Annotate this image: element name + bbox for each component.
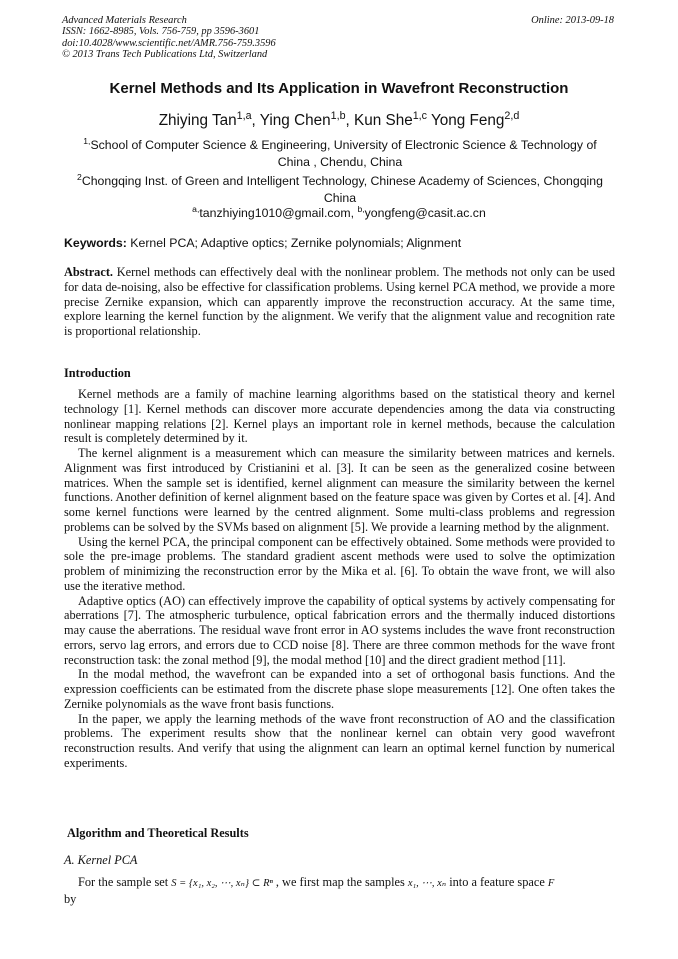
email-superscript: a, (192, 203, 200, 214)
keywords-label: Keywords: (64, 236, 127, 250)
paragraph: Kernel methods are a family of machine learning algorithms based on the statistical theory and kernel technology [1]. Kernel methods can discover more accurate dependencies among the data via constructing nonlinear mapping relations [2]. Kernel plays an important role in kernel methods, because the calculation result is completely determined by it. (64, 387, 615, 446)
issn-line: ISSN: 1662-8985, Vols. 756-759, pp 3596-3601 (62, 26, 260, 38)
paragraph: Adaptive optics (AO) can effectively improve the capability of optical systems by actively compensating for aberrations [7]. The atmospheric turbulence, optical fabrication errors and the thermally induced distortions may cause the aberrations. The residual wave front error in AO systems includes the wave front reconstruction errors, servo lag errors, and errors due to CCD noise [8]. There are three common methods for the wave front reconstruction task: the zonal method [9], the modal method [10] and the direct gradient method [11]. (64, 593, 615, 667)
author-superscript: 1,b (330, 109, 346, 122)
sample-set-formula: S = {x₁, x₂, ⋯, xₙ} ⊂ Rⁿ (171, 878, 273, 889)
author-superscript: 2,d (504, 109, 520, 122)
email-address: yongfeng@casit.ac.cn (364, 206, 486, 220)
text-fragment: into a feature space (446, 875, 548, 889)
affiliation-2 (70, 173, 610, 206)
author-separator: , (251, 112, 260, 129)
paragraph: In the modal method, the wavefront can be expanded into a set of orthogonal basis functions. And the expression coefficients can be estimated from the discrete phase slope measurements [12]. One often takes the Zernike polynomials as the wave front basis functions. (64, 667, 615, 711)
author-superscript: 1,c (412, 109, 427, 122)
author-name: Zhiying Tan (158, 112, 237, 129)
abstract (64, 265, 615, 339)
kernel-pca-subheading: A. Kernel PCA (64, 853, 138, 867)
doi-line: doi:10.4028/www.scientific.net/AMR.756-759.3596 (62, 37, 276, 49)
samples-formula: x₁, ⋯, xₙ (407, 878, 447, 889)
keywords (64, 236, 616, 250)
kernel-pca-body (64, 875, 615, 907)
text-fragment: For the sample set (78, 875, 172, 889)
journal-header (62, 15, 422, 61)
abstract-text: Kernel methods can effectively deal with the nonlinear problem. The methods not only can be used for data de-noising, also be effective for classification problems. Using kernel PCA method, we provide a more precise Zernike expansion, which can apparently improve the reconstruction accuracy. At the same time, explore learning the kernel function by the alignment. We verify that the alignment value and recognition rate is proportional relationship. (64, 265, 615, 338)
author-emails (40, 203, 638, 220)
text-fragment: by (64, 891, 77, 906)
author-name: Ying Chen (259, 112, 331, 129)
introduction-heading: Introduction (64, 366, 131, 380)
algorithm-heading: Algorithm and Theoretical Results (67, 826, 249, 840)
abstract-label: Abstract. (64, 265, 114, 279)
author-superscript: 1,a (236, 109, 252, 122)
paragraph: The kernel alignment is a measurement which can measure the similarity between matrices and kernels. Alignment was first introduced by Cristianini et al. [3]. It can be seen as the generalized cosine between matrices. When the sample set is identified, kernel alignment can measure the similarity between the kernel functions. Another definition of kernel alignment based on the feature space was given by Cortes et al. [4]. And some kernel functions were learned by the centred alignment. Some multi-class problems and regression problems can be solved by the SVMs based on alignment [5]. We provide a learning method by the alignment. (64, 446, 615, 534)
affiliation-number: 1, (83, 135, 91, 146)
author-list (40, 109, 638, 130)
affiliation-number: 2 (77, 171, 82, 182)
journal-name: Advanced Materials Research (62, 15, 187, 26)
feature-space-symbol: F (547, 878, 555, 889)
paragraph: In the paper, we apply the learning methods of the wave front reconstruction of AO and the classification problems. The experiment results show that the nonlinear kernel can obtain very good wavefront reconstruction results. And verify that using the alignment can learn an optimal kernel function by numerical experiments. (64, 711, 615, 770)
author-separator: , (345, 112, 355, 129)
copyright-line: © 2013 Trans Tech Publications Ltd, Switzerland (62, 49, 268, 61)
affiliation-text: School of Computer Science & Engineering, University of Electronic Science & Technology of China , Chendu, China (90, 138, 597, 169)
text-fragment: , we first map the samples (272, 875, 408, 889)
paragraph: Using the kernel PCA, the principal component can be effectively obtained. Some methods were provided to sole the pre-image problems. The standard gradient ascent methods were used to solve the optimization problem of minimizing the reconstruction error by the Mika et al. [6]. To obtain the wave front, we will also use the iterative method. (64, 534, 615, 593)
paragraph (64, 875, 615, 892)
online-date: Online: 2013-09-18 (531, 15, 614, 26)
keywords-text: Kernel PCA; Adaptive optics; Zernike polynomials; Alignment (126, 236, 462, 250)
email-superscript: b, (357, 203, 365, 214)
author-name: Yong Feng (430, 112, 505, 129)
introduction-body (64, 387, 615, 771)
author-name: Kun She (354, 112, 413, 129)
email-address: tanzhiying1010@gmail.com, (199, 206, 358, 220)
affiliation-text: Chongqing Inst. of Green and Intelligent Technology, Chinese Academy of Sciences, Chongqing China (81, 174, 603, 205)
affiliation-1 (70, 137, 610, 170)
paper-title: Kernel Methods and Its Application in Wavefront Reconstruction (109, 80, 569, 97)
